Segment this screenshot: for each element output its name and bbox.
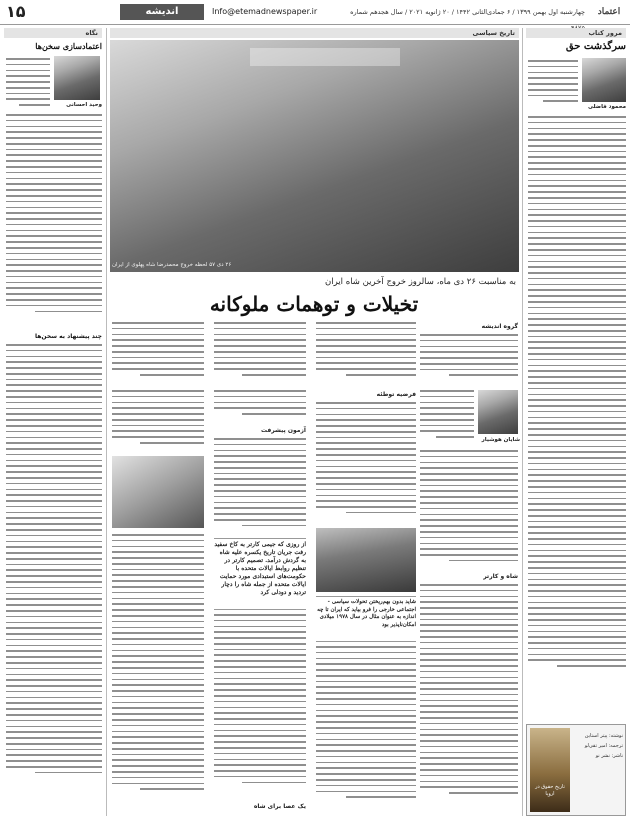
book-review-author: محمود فاضلی	[587, 104, 626, 110]
main-photo-caption: ۲۶ دی ۵۷ لحظه خروج محمدرضا شاه پهلوی از ایران	[112, 262, 232, 268]
archive-photo-left	[112, 456, 204, 528]
book-review-label: مرور کتاب	[526, 28, 626, 38]
main-article-headline: تخیلات و توهمات ملوکانه	[209, 292, 419, 316]
subhead-cane: یک عصا برای شاه	[253, 803, 306, 810]
airplane-shape	[250, 48, 400, 66]
body-text-f	[214, 390, 306, 424]
left-column-label: نگاه	[4, 28, 102, 38]
section-name-badge: اندیشه	[120, 4, 204, 20]
page-number: ۱۵	[6, 2, 26, 21]
book-details	[573, 731, 623, 811]
body-text-d	[316, 402, 416, 524]
newspaper-logo: اعتماد	[597, 7, 621, 17]
book-detail-translator: ترجمه: امیر تقی‌لو	[584, 743, 623, 749]
history-section-label: تاریخ سیاسی	[110, 28, 519, 38]
body-text-j	[112, 534, 204, 812]
subhead-shah-carter: شاه و کارتر	[483, 573, 518, 580]
pull-quote-1: از روزی که جیمی کارتر به کاخ سفید رفت جریان تاریخ یکسره علیه شاه به گردش درآمد. تصمیم کارتر در تنظیم روابط ایالات متحده با حکومت‌های استبدادی مورد حمایت ایالات متحده از جمله شاه را دچار تردید و دودلی کرد	[214, 541, 306, 596]
intro-column-2	[214, 322, 306, 384]
book-cover-image	[530, 728, 570, 812]
author-photo-left	[54, 56, 100, 100]
book-detail-author: نوشته: پیتر استاین	[584, 733, 623, 739]
left-column-author: وحید احسانی	[66, 102, 102, 108]
body-text-i	[112, 390, 204, 450]
byline: گروه اندیشه	[481, 323, 518, 330]
email-link[interactable]: Info@etemadnewspaper.ir	[212, 7, 318, 16]
left-column-subtitle: چند پیشنهاد به سخن‌ها	[35, 333, 102, 340]
intro-column-4	[420, 334, 518, 384]
left-column-body-1	[6, 114, 102, 328]
column-rule	[106, 28, 107, 816]
main-article-photo	[110, 40, 519, 272]
left-column-intro-text	[6, 58, 50, 110]
book-info-box	[526, 724, 626, 816]
intro-column-1	[112, 322, 204, 384]
book-review-intro	[528, 60, 578, 110]
book-review-body	[528, 116, 626, 720]
dateline: چهارشنبه اول بهمن ۱۳۹۹ / ۶ جمادی‌الثانی ۱۴۴۲ / ۲۰ ژانویه ۲۰۲۱ / سال هجدهم شماره	[350, 8, 585, 16]
body-text-h	[214, 614, 306, 800]
carter-shah-photo	[316, 528, 416, 592]
author-photo-center	[478, 390, 518, 434]
book-detail-publisher: ناشر: نشر نو	[595, 753, 623, 759]
intro-column-3	[316, 322, 416, 384]
main-article-author: شایان هوشیار	[481, 437, 520, 443]
body-text-b	[420, 450, 518, 570]
subhead-conspiracy: فرضیه توطئه	[376, 391, 416, 398]
body-text-g	[214, 438, 306, 534]
pull-quote-2: شاید بدون بهم‌ریختن تحولات سیاسی - اجتماعی خارجی را فرو بیاید که ایران تا چه اندازه به عنوان مثال در سال ۱۹۷۸ میلادی امکان‌ناپذیر بود	[317, 599, 416, 628]
left-column-body-2	[6, 344, 102, 814]
body-text-a	[420, 390, 474, 446]
main-article-kicker: به مناسبت ۲۶ دی ماه، سالروز خروج آخرین شاه ایران	[325, 277, 516, 287]
body-text-e	[316, 646, 416, 812]
left-column-title: اعتمادسازی سخن‌ها	[35, 41, 102, 51]
book-review-title: سرگذشت حق	[565, 41, 626, 52]
subhead-progress: آزمون پیشرفت	[260, 427, 306, 434]
pull-quote-2-box	[316, 596, 416, 642]
author-photo-right	[582, 58, 626, 102]
body-text-c	[420, 584, 518, 812]
pull-quote-1-box	[214, 538, 306, 610]
column-rule	[522, 28, 523, 816]
book-cover-title: تاریخ حقوق در اروپا	[535, 784, 565, 797]
